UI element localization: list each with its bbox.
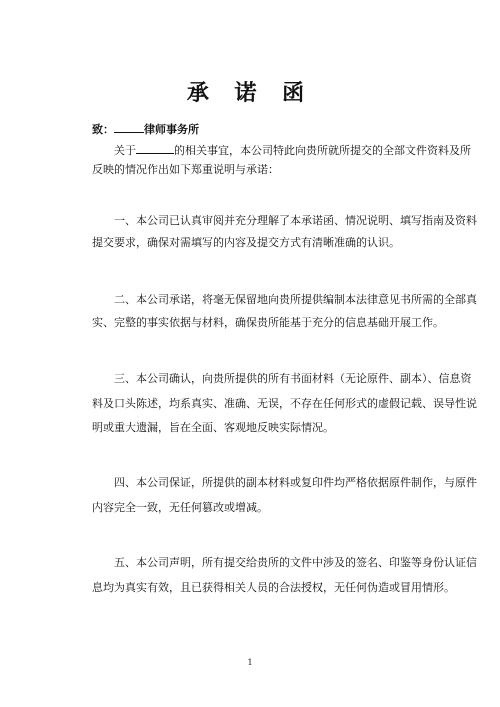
paragraph-4-line-2: 内容完全一致，无任何篡改或增减。 <box>92 501 268 514</box>
paragraph-1-line-2: 提交要求，确保对需填写的内容及提交方式有清晰准确的认识。 <box>92 236 400 249</box>
intro-lead: 关于 <box>114 144 136 157</box>
paragraph-3-line-3: 明或重大遗漏，旨在全面、客观地反映实际情况。 <box>92 421 334 434</box>
addressee-suffix: 律师事务所 <box>144 123 199 136</box>
paragraph-1-line-1: 一、本公司已认真审阅并充分理解了本承诺函、情况说明、填写指南及资料 <box>114 214 477 227</box>
intro-line-2: 反映的情况作出如下郑重说明与承诺： <box>92 163 279 176</box>
paragraph-2-line-1: 二、本公司承诺，将毫无保留地向贵所提供编制本法律意见书所需的全部真 <box>114 293 477 306</box>
intro-line1-rest: 的相关事宜，本公司特此向贵所就所提交的全部文件资料及所 <box>174 144 471 157</box>
matter-blank <box>136 142 174 154</box>
addressee-line <box>92 121 427 137</box>
paragraph-3-line-2: 料及口头陈述，均系真实、准确、无误，不存在任何形式的虚假记载、误导性说 <box>92 397 477 410</box>
document-title: 承 诺 函 <box>186 81 314 106</box>
firm-name-blank <box>114 121 144 133</box>
paragraph-5-line-2: 息均为真实有效，且已获得相关人员的合法授权，无任何伪造或冒用情形。 <box>92 581 455 594</box>
paragraph-3-line-1: 三、本公司确认，向贵所提供的所有书面材料（无论原件、副本）、信息资 <box>114 372 472 385</box>
addressee-prefix: 致： <box>92 123 114 136</box>
paragraph-5-line-1: 五、本公司声明，所有提交给贵所的文件中涉及的签名、印鉴等身份认证信 <box>114 556 477 569</box>
page-number: 1 <box>247 658 253 667</box>
intro-line-1 <box>92 142 471 158</box>
paragraph-4-line-1: 四、本公司保证，所提供的副本材料或复印件均严格依据原件制作，与原件 <box>114 476 477 489</box>
paragraph-2-line-2: 实、完整的事实依据与材料，确保贵所能基于充分的信息基础开展工作。 <box>92 316 444 329</box>
